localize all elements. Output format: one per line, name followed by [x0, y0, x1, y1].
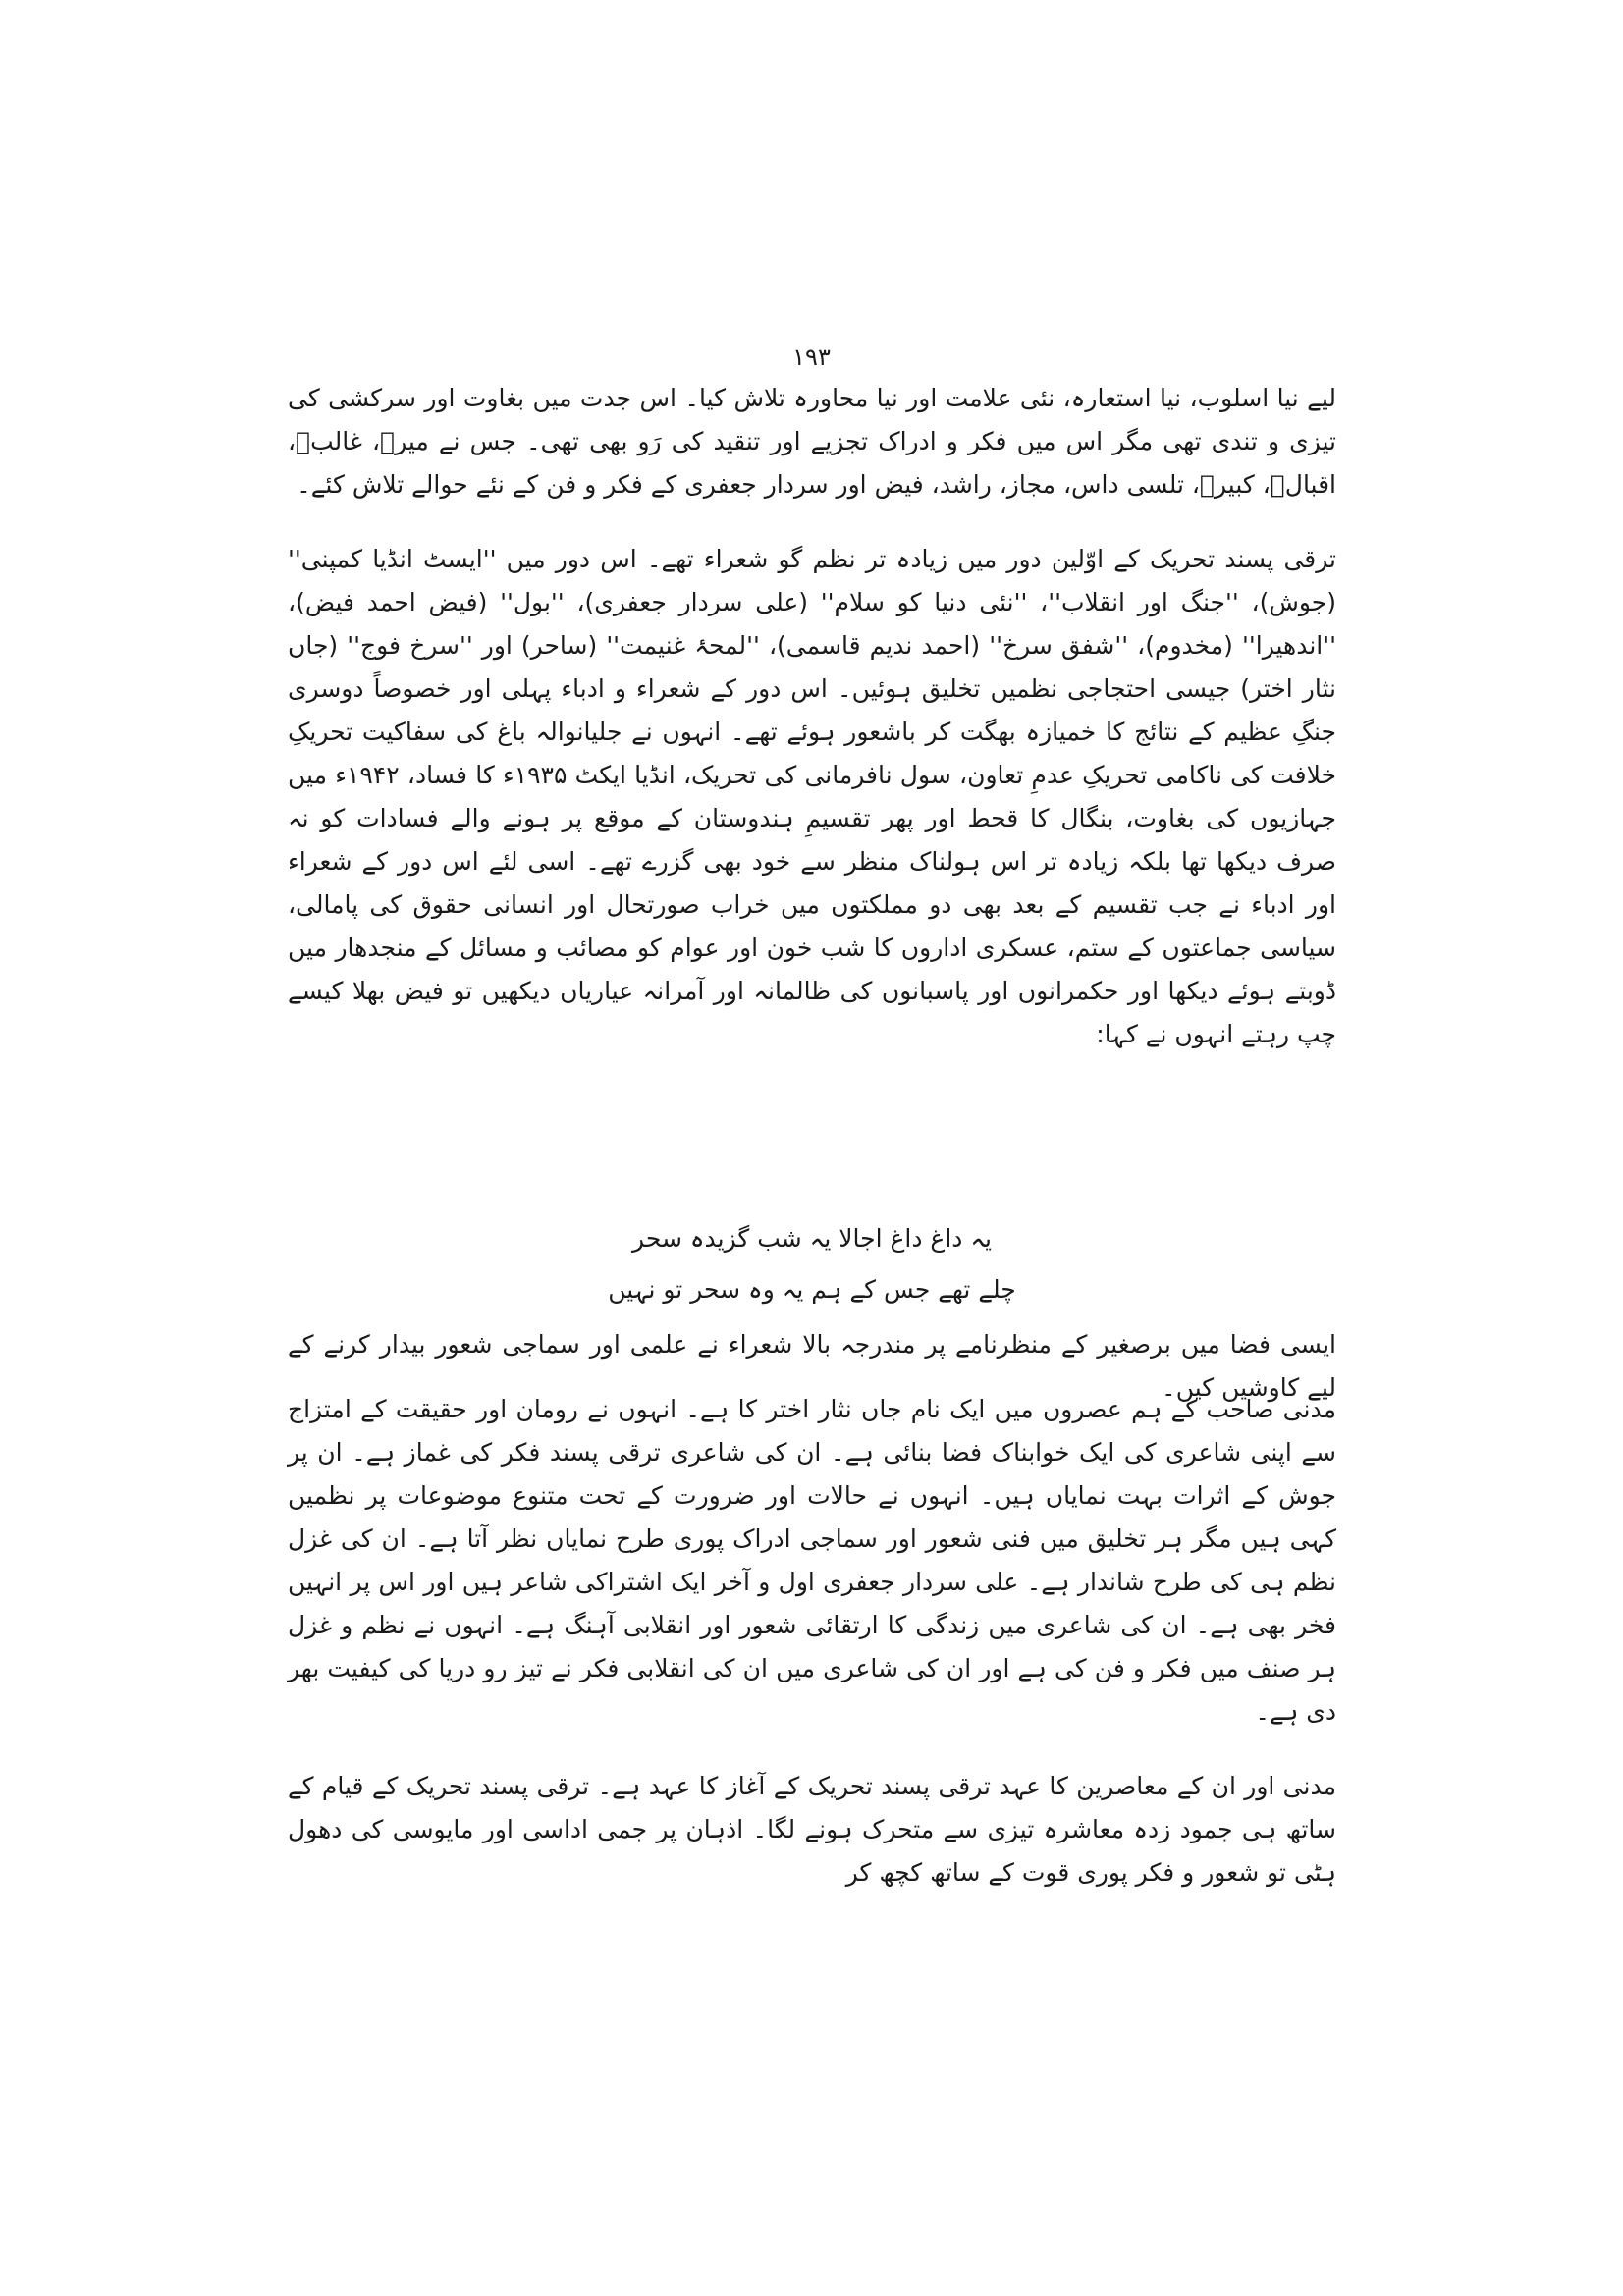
couplet-line-2: چلے تھے جس کے ہم یہ وہ سحر تو نہیں: [608, 1275, 1016, 1304]
paragraph-5: مدنی اور ان کے معاصرین کا عہد ترقی پسند تحریک کے آغاز کا عہد ہے۔ ترقی پسند تحریک کے قیام کے ساتھ ہی جمود زدہ معاشرہ تیزی سے متحرک ہونے لگا۔ اذہان پر جمی اداسی اور مایوسی کی دھول ہٹی تو شعور و فکر پوری قوت کے ساتھ کچھ کر: [288, 1772, 1336, 1887]
paragraph-4: مدنی صاحب کے ہم عصروں میں ایک نام جاں نثار اختر کا ہے۔ انہوں نے رومان اور حقیقت کے امتزاج سے اپنی شاعری کی ایک خوابناک فضا بنائی ہے۔ ان کی شاعری ترقی پسند فکر کی غماز ہے۔ ان پر جوش کے اثرات بہت نمایاں ہیں۔ انہوں نے حالات اور ضرورت کے تحت متنوع موضوعات پر نظمیں کہی ہیں مگر ہر تخلیق میں فنی شعور اور سماجی ادراک پوری طرح نمایاں نظر آتا ہے۔ ان کی غزل نظم ہی کی طرح شاندار ہے۔ علی سردار جعفری اول و آخر ایک اشتراکی شاعر ہیں اور اس پر انہیں فخر بھی ہے۔ ان کی شاعری میں زندگی کا ارتقائی شعور اور انقلابی آہنگ ہے۔ انہوں نے نظم و غزل ہر صنف میں فکر و فن کی ہے اور ان کی شاعری میں ان کی انقلابی فکر نے تیز رو دریا کی کیفیت بھر دی ہے۔: [288, 1395, 1336, 1726]
page-number: ۱۹۳: [792, 344, 831, 371]
paragraph-1: لیے نیا اسلوب، نیا استعارہ، نئی علامت اور نیا محاورہ تلاش کیا۔ اس جدت میں بغاوت اور سرکشی کی تیزی و تندی تھی مگر اس میں فکر و ادراک تجزیے اور تنقید کی رَو بھی تھی۔ جس نے میرؔ، غالبؔ، اقبالؔ، کبیرؔ، تلسی داس، مجاز، راشد، فیض اور سردار جعفری کے فکر و فن کے نئے حوالے تلاش کئے۔: [288, 384, 1336, 499]
paragraph-2: ترقی پسند تحریک کے اوّلین دور میں زیادہ تر نظم گو شعراء تھے۔ اس دور میں ''ایسٹ انڈیا کمپنی'' (جوش)، ''جنگ اور انقلاب''، ''نئی دنیا کو سلام'' (علی سردار جعفری)، ''بول'' (فیض احمد فیض)، ''اندھیرا'' (مخدوم)، ''شفق سرخ'' (احمد ندیم قاسمی)، ''لمحۂ غنیمت'' (ساحر) اور ''سرخ فوج'' (جاں نثار اختر) جیسی احتجاجی نظمیں تخلیق ہوئیں۔ اس دور کے شعراء و ادباء پہلی اور خصوصاً دوسری جنگِ عظیم کے نتائج کا خمیازہ بھگت کر باشعور ہوئے تھے۔ انہوں نے جلیانوالہ باغ کی سفاکیت تحریکِ خلافت کی ناکامی تحریکِ عدمِ تعاون، سول نافرمانی کی تحریک، انڈیا ایکٹ ۱۹۳۵ء کا فساد، ۱۹۴۲ء میں جہازیوں کی بغاوت، بنگال کا قحط اور پھر تقسیمِ ہندوستان کے موقع پر ہونے والے فسادات کو نہ صرف دیکھا تھا بلکہ زیادہ تر اس ہولناک منظر سے خود بھی گزرے تھے۔ اسی لئے اس دور کے شعراء اور ادباء نے جب تقسیم کے بعد بھی دو مملکتوں میں خراب صورتحال اور انسانی حقوق کی پامالی، سیاسی جماعتوں کے ستم، عسکری اداروں کا شب خون اور عوام کو مصائب و مسائل کے منجدھار میں ڈوبتے ہوئے دیکھا اور حکمرانوں اور پاسبانوں کی ظالمانہ اور آمرانہ عیاریاں دیکھیں تو فیض بھلا کیسے چپ رہتے انہوں نے کہا:: [288, 545, 1336, 1048]
couplet-line-1: یہ داغ داغ اجالا یہ شب گزیدہ سحر: [632, 1224, 992, 1253]
paragraph-3: ایسی فضا میں برصغیر کے منظرنامے پر مندرجہ بالا شعراء نے علمی اور سماجی شعور بیدار کرنے کے لیے کاوشیں کیں۔: [288, 1330, 1336, 1402]
